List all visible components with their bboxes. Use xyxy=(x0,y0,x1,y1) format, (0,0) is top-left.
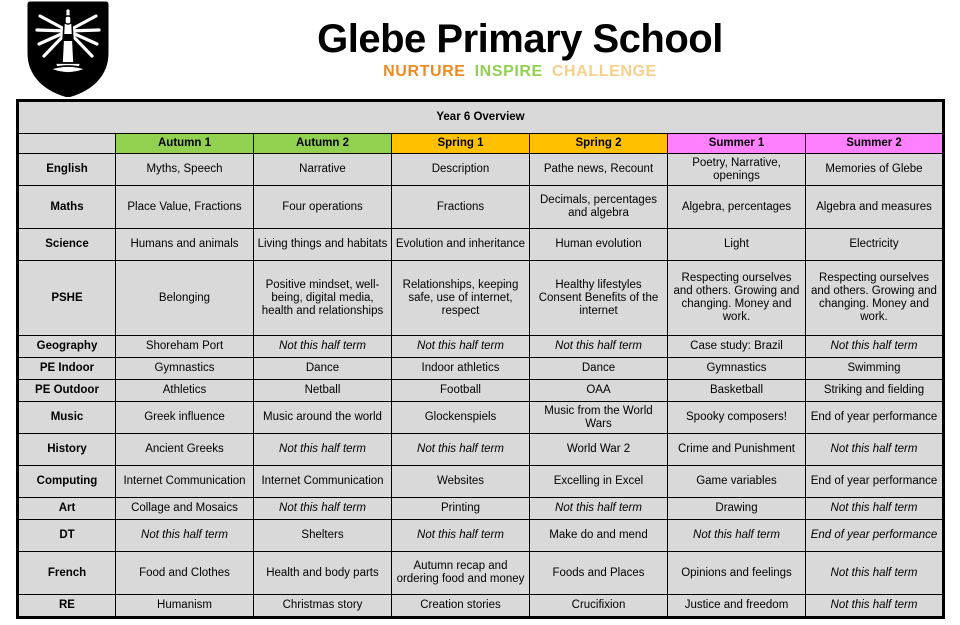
cell-pshe-3: Relationships, keeping safe, use of internet, respect xyxy=(392,261,530,336)
cell-pe-indoor-6: Swimming xyxy=(806,358,944,380)
subject-label-re: RE xyxy=(18,595,116,618)
subject-label-computing: Computing xyxy=(18,466,116,498)
cell-french-4: Foods and Places xyxy=(530,552,668,595)
cell-history-6: Not this half term xyxy=(806,434,944,466)
table-title-row xyxy=(18,101,944,134)
cell-maths-1: Place Value, Fractions xyxy=(116,186,254,229)
page-header xyxy=(0,0,960,98)
cell-art-6: Not this half term xyxy=(806,498,944,520)
term-header-autumn-1: Autumn 1 xyxy=(116,134,254,154)
cell-science-2: Living things and habitats xyxy=(254,229,392,261)
cell-art-1: Collage and Mosaics xyxy=(116,498,254,520)
curriculum-table xyxy=(16,99,945,619)
cell-french-3: Autumn recap and ordering food and money xyxy=(392,552,530,595)
table-row xyxy=(18,434,944,466)
cell-dt-3: Not this half term xyxy=(392,520,530,552)
cell-art-4: Not this half term xyxy=(530,498,668,520)
cell-pe-indoor-3: Indoor athletics xyxy=(392,358,530,380)
table-row xyxy=(18,358,944,380)
cell-english-2: Narrative xyxy=(254,154,392,186)
cell-geography-1: Shoreham Port xyxy=(116,336,254,358)
cell-science-1: Humans and animals xyxy=(116,229,254,261)
cell-computing-5: Game variables xyxy=(668,466,806,498)
cell-music-5: Spooky composers! xyxy=(668,402,806,434)
table-row xyxy=(18,336,944,358)
cell-computing-1: Internet Communication xyxy=(116,466,254,498)
cell-re-1: Humanism xyxy=(116,595,254,618)
cell-maths-2: Four operations xyxy=(254,186,392,229)
cell-history-5: Crime and Punishment xyxy=(668,434,806,466)
corner-cell xyxy=(18,134,116,154)
cell-geography-4: Not this half term xyxy=(530,336,668,358)
subject-label-english: English xyxy=(18,154,116,186)
cell-re-6: Not this half term xyxy=(806,595,944,618)
curriculum-overview xyxy=(16,99,944,619)
cell-french-2: Health and body parts xyxy=(254,552,392,595)
table-row xyxy=(18,229,944,261)
cell-english-1: Myths, Speech xyxy=(116,154,254,186)
cell-maths-4: Decimals, percentages and algebra xyxy=(530,186,668,229)
term-header-summer-1: Summer 1 xyxy=(668,134,806,154)
cell-music-4: Music from the World Wars xyxy=(530,402,668,434)
cell-history-1: Ancient Greeks xyxy=(116,434,254,466)
cell-science-6: Electricity xyxy=(806,229,944,261)
term-header-row xyxy=(18,134,944,154)
school-name: Glebe Primary School xyxy=(317,17,723,61)
cell-geography-2: Not this half term xyxy=(254,336,392,358)
table-row xyxy=(18,402,944,434)
table-row xyxy=(18,466,944,498)
subject-label-art: Art xyxy=(18,498,116,520)
cell-english-6: Memories of Glebe xyxy=(806,154,944,186)
cell-history-4: World War 2 xyxy=(530,434,668,466)
cell-computing-6: End of year performance xyxy=(806,466,944,498)
table-row xyxy=(18,154,944,186)
cell-re-4: Crucifixion xyxy=(530,595,668,618)
cell-computing-2: Internet Communication xyxy=(254,466,392,498)
cell-art-5: Drawing xyxy=(668,498,806,520)
subject-label-maths: Maths xyxy=(18,186,116,229)
school-motto xyxy=(170,63,870,81)
cell-re-5: Justice and freedom xyxy=(668,595,806,618)
cell-pshe-5: Respecting ourselves and others. Growing and changing. Money and work. xyxy=(668,261,806,336)
cell-maths-6: Algebra and measures xyxy=(806,186,944,229)
subject-label-french: French xyxy=(18,552,116,595)
subject-label-pe-indoor: PE Indoor xyxy=(18,358,116,380)
cell-maths-3: Fractions xyxy=(392,186,530,229)
cell-geography-5: Case study: Brazil xyxy=(668,336,806,358)
table-row xyxy=(18,520,944,552)
overview-title: Year 6 Overview xyxy=(18,101,944,134)
cell-pshe-4: Healthy lifestyles Consent Benefits of the internet xyxy=(530,261,668,336)
cell-music-3: Glockenspiels xyxy=(392,402,530,434)
cell-geography-6: Not this half term xyxy=(806,336,944,358)
subject-label-music: Music xyxy=(18,402,116,434)
cell-pe-outdoor-2: Netball xyxy=(254,380,392,402)
cell-music-1: Greek influence xyxy=(116,402,254,434)
table-body xyxy=(18,101,944,618)
cell-pe-indoor-5: Gymnastics xyxy=(668,358,806,380)
motto-word-inspire: INSPIRE xyxy=(474,63,543,80)
cell-pe-indoor-4: Dance xyxy=(530,358,668,380)
title-block xyxy=(170,16,870,81)
cell-re-3: Creation stories xyxy=(392,595,530,618)
cell-pe-indoor-1: Gymnastics xyxy=(116,358,254,380)
school-logo-icon xyxy=(24,1,112,97)
cell-computing-4: Excelling in Excel xyxy=(530,466,668,498)
term-header-spring-2: Spring 2 xyxy=(530,134,668,154)
table-row xyxy=(18,595,944,618)
cell-pe-outdoor-1: Athletics xyxy=(116,380,254,402)
cell-dt-1: Not this half term xyxy=(116,520,254,552)
cell-dt-6: End of year performance xyxy=(806,520,944,552)
cell-pshe-2: Positive mindset, well-being, digital media, health and relationships xyxy=(254,261,392,336)
cell-art-2: Not this half term xyxy=(254,498,392,520)
cell-french-5: Opinions and feelings xyxy=(668,552,806,595)
cell-english-5: Poetry, Narrative, openings xyxy=(668,154,806,186)
subject-label-history: History xyxy=(18,434,116,466)
cell-pshe-6: Respecting ourselves and others. Growing and changing. Money and work. xyxy=(806,261,944,336)
cell-art-3: Printing xyxy=(392,498,530,520)
term-header-summer-2: Summer 2 xyxy=(806,134,944,154)
subject-label-geography: Geography xyxy=(18,336,116,358)
table-row xyxy=(18,186,944,229)
cell-computing-3: Websites xyxy=(392,466,530,498)
subject-label-science: Science xyxy=(18,229,116,261)
cell-re-2: Christmas story xyxy=(254,595,392,618)
cell-music-6: End of year performance xyxy=(806,402,944,434)
cell-pshe-1: Belonging xyxy=(116,261,254,336)
cell-dt-5: Not this half term xyxy=(668,520,806,552)
table-row xyxy=(18,261,944,336)
cell-science-4: Human evolution xyxy=(530,229,668,261)
cell-pe-outdoor-3: Football xyxy=(392,380,530,402)
cell-french-1: Food and Clothes xyxy=(116,552,254,595)
cell-english-3: Description xyxy=(392,154,530,186)
table-row xyxy=(18,380,944,402)
cell-dt-2: Shelters xyxy=(254,520,392,552)
table-row xyxy=(18,552,944,595)
term-header-spring-1: Spring 1 xyxy=(392,134,530,154)
subject-label-dt: DT xyxy=(18,520,116,552)
cell-science-3: Evolution and inheritance xyxy=(392,229,530,261)
cell-pe-indoor-2: Dance xyxy=(254,358,392,380)
cell-maths-5: Algebra, percentages xyxy=(668,186,806,229)
cell-pe-outdoor-4: OAA xyxy=(530,380,668,402)
cell-music-2: Music around the world xyxy=(254,402,392,434)
motto-word-challenge: CHALLENGE xyxy=(551,63,657,80)
cell-science-5: Light xyxy=(668,229,806,261)
cell-history-3: Not this half term xyxy=(392,434,530,466)
term-header-autumn-2: Autumn 2 xyxy=(254,134,392,154)
subject-label-pshe: PSHE xyxy=(18,261,116,336)
cell-pe-outdoor-5: Basketball xyxy=(668,380,806,402)
cell-geography-3: Not this half term xyxy=(392,336,530,358)
cell-french-6: Not this half term xyxy=(806,552,944,595)
subject-label-pe-outdoor: PE Outdoor xyxy=(18,380,116,402)
table-row xyxy=(18,498,944,520)
motto-word-nurture: NURTURE xyxy=(383,63,466,80)
cell-history-2: Not this half term xyxy=(254,434,392,466)
cell-pe-outdoor-6: Striking and fielding xyxy=(806,380,944,402)
cell-english-4: Pathe news, Recount xyxy=(530,154,668,186)
cell-dt-4: Make do and mend xyxy=(530,520,668,552)
